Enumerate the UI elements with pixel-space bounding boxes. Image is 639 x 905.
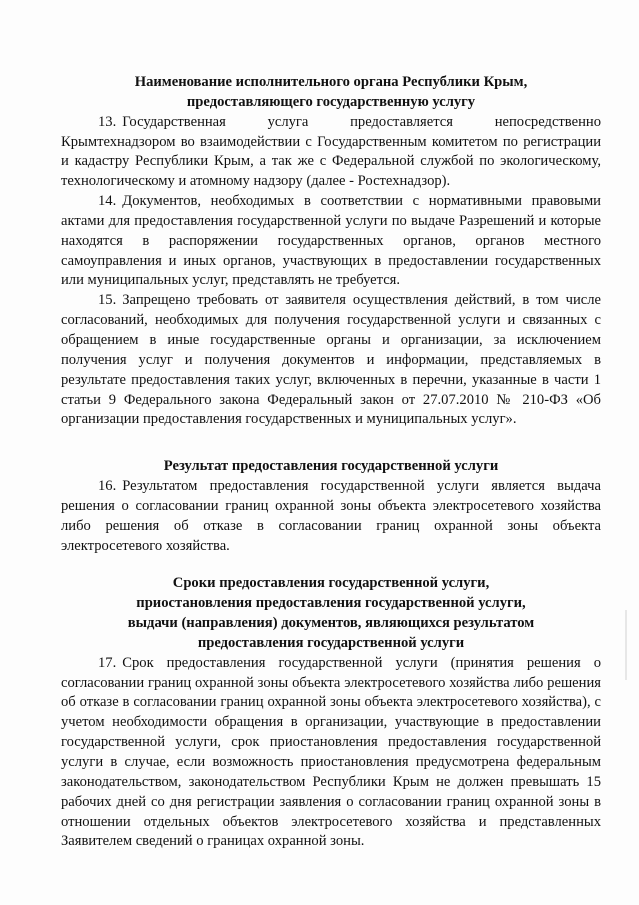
heading-line: Сроки предоставления государственной услуги, bbox=[172, 575, 490, 592]
paragraph-17 bbox=[61, 654, 601, 852]
paragraph-16-text: Результатом предоставления государственной услуги является выдача решения о согласовании границ охранной зоны объекта электросетевого хозяйства либо решения об отказе в согласовании границ охранной зоны объекта электросетевого хозяйства. bbox=[61, 478, 601, 554]
paragraph-number: 14. bbox=[98, 193, 117, 210]
paragraph-13 bbox=[61, 113, 601, 192]
heading-line: приостановления предоставления государственной услуги, bbox=[136, 595, 526, 612]
paragraph-13-first-line bbox=[61, 113, 601, 133]
heading-line: выдачи (направления) документов, являющихся результатом bbox=[127, 615, 535, 632]
document-content bbox=[61, 73, 601, 852]
paragraph-number: 17. bbox=[98, 654, 117, 671]
paragraph-number: 15. bbox=[98, 292, 117, 309]
paragraph-17-text: Срок предоставления государственной услуги (принятия решения о согласовании границ охранной зоны объекта электросетевого хозяйства либо решения об отказе в согласовании границ охранной зоны объекта электросетевого хозяйства), с учетом необходимости обращения в организации, участвующие в предоставлении государственной услуги, срок приостановления предоставления государственной услуги в случае, если возможность приостановления предусмотрена федеральным законодательством, законодательством Республики Крым не должен превышать 15 рабочих дней со дня регистрации заявления о согласовании границ охранной зоны в отношении отдельных объектов электросетевого хозяйства и представленных Заявителем сведений о границах охранной зоны. bbox=[61, 654, 601, 850]
heading-line: Наименование исполнительного органа Республики Крым, bbox=[134, 74, 528, 90]
heading-line: предоставления государственной услуги bbox=[197, 634, 465, 651]
section-heading-executive-body bbox=[61, 73, 601, 113]
paragraph-15-text: Запрещено требовать от заявителя осуществления действий, в том числе согласований, необходимых для получения государственной услуги и связанных с обращением в иные государственные органы и организации, за исключением получения услуг и получения документов и информации, представляемых в результате предоставления таких услуг, включенных в перечни, указанные в части 1 статьи 9 Федерального закона Федеральный закон от 27.07.2010 № 210-ФЗ «Об организации предоставления государственных и муниципальных услуг». bbox=[61, 292, 601, 428]
paragraph-14 bbox=[61, 192, 601, 291]
paragraph-15 bbox=[61, 291, 601, 430]
paragraph-13-first-line-text: Государственная услуга предоставляется непосредственно bbox=[122, 113, 601, 130]
scan-artifact bbox=[625, 610, 627, 680]
section-heading-result bbox=[61, 457, 601, 477]
paragraph-16 bbox=[61, 477, 601, 556]
paragraph-number: 16. bbox=[98, 478, 117, 495]
paragraph-14-text: Документов, необходимых в соответствии с нормативными правовыми актами для предоставления государственной услуги по выдаче Разрешений и которые находятся в распоряжении государственных органов, органов местного самоуправления и иных органов, участвующих в предоставлении государственных или муниципальных услуг, представлять не требуется. bbox=[61, 193, 601, 289]
heading-line: предоставляющего государственную услугу bbox=[186, 93, 476, 110]
paragraph-number: 13. bbox=[98, 113, 117, 130]
heading-line: Результат предоставления государственной услуги bbox=[163, 458, 499, 475]
section-heading-deadlines bbox=[61, 574, 601, 653]
paragraph-13-text: Крымтехнадзором во взаимодействии с Государственным комитетом по регистрации и кадастру Республики Крым, а так же с Федеральной службой по экологическому, технологическому и атомному надзору (далее - Ростехнадзор). bbox=[61, 133, 601, 190]
